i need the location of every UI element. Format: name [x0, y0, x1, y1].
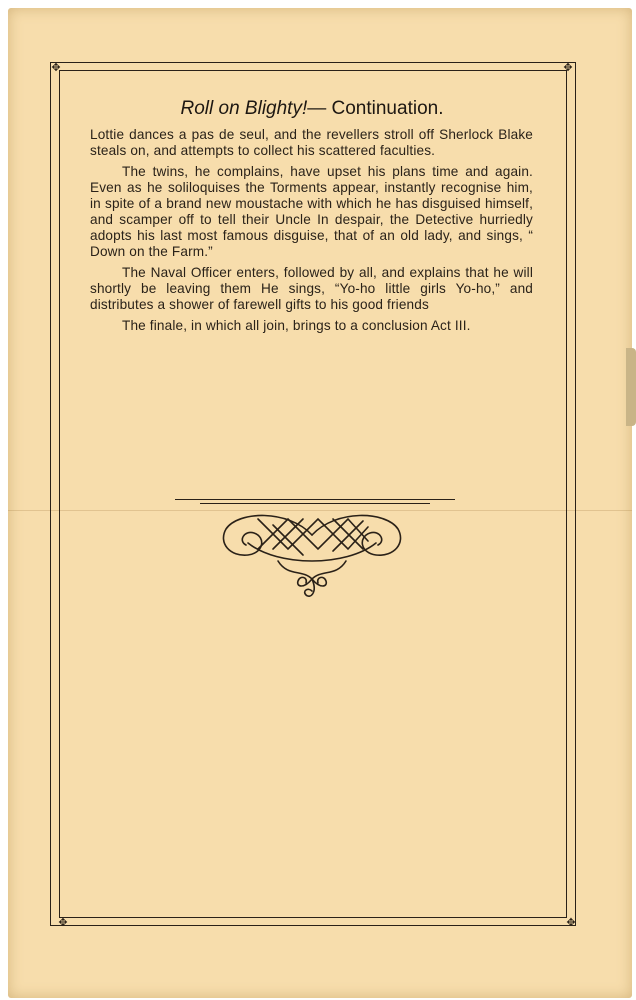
- divider-rule: [175, 499, 455, 500]
- calligraphic-flourish-icon: [218, 507, 406, 599]
- binding-tab: [626, 348, 636, 426]
- paragraph: Lottie dances a pas de seul, and the revellers stroll off Sherlock Blake steals on, and attempts to collect his scattered faculties.: [90, 127, 533, 158]
- title-italic: Roll on Blighty!: [180, 98, 308, 119]
- divider-rule: [200, 503, 430, 504]
- synopsis-text: [90, 127, 533, 339]
- corner-ornament-icon: ✥: [58, 916, 68, 929]
- corner-ornament-icon: ✥: [563, 61, 573, 74]
- page-title: [60, 98, 564, 120]
- corner-ornament-icon: ✥: [51, 61, 61, 74]
- paragraph: The Naval Officer enters, followed by all, and explains that he will shortly be leaving them He sings, “Yo-ho little girls Yo-ho,” and distributes a shower of farewell gifts to his good friends: [90, 265, 533, 312]
- paragraph: The finale, in which all join, brings to a conclusion Act III.: [122, 318, 471, 333]
- corner-ornament-icon: ✥: [566, 916, 576, 929]
- title-rest: — Continuation.: [307, 98, 444, 119]
- paragraph: The twins, he complains, have upset his plans time and again. Even as he soliloquises the Torments appear, instantly recognise him, in spite of a brand new moustache with which he has disguised himself, and scamper off to tell their Uncle In despair, the Detective hurriedly adopts his last most famous disguise, that of an old lady, and sings, “ Down on the Farm.”: [90, 164, 533, 259]
